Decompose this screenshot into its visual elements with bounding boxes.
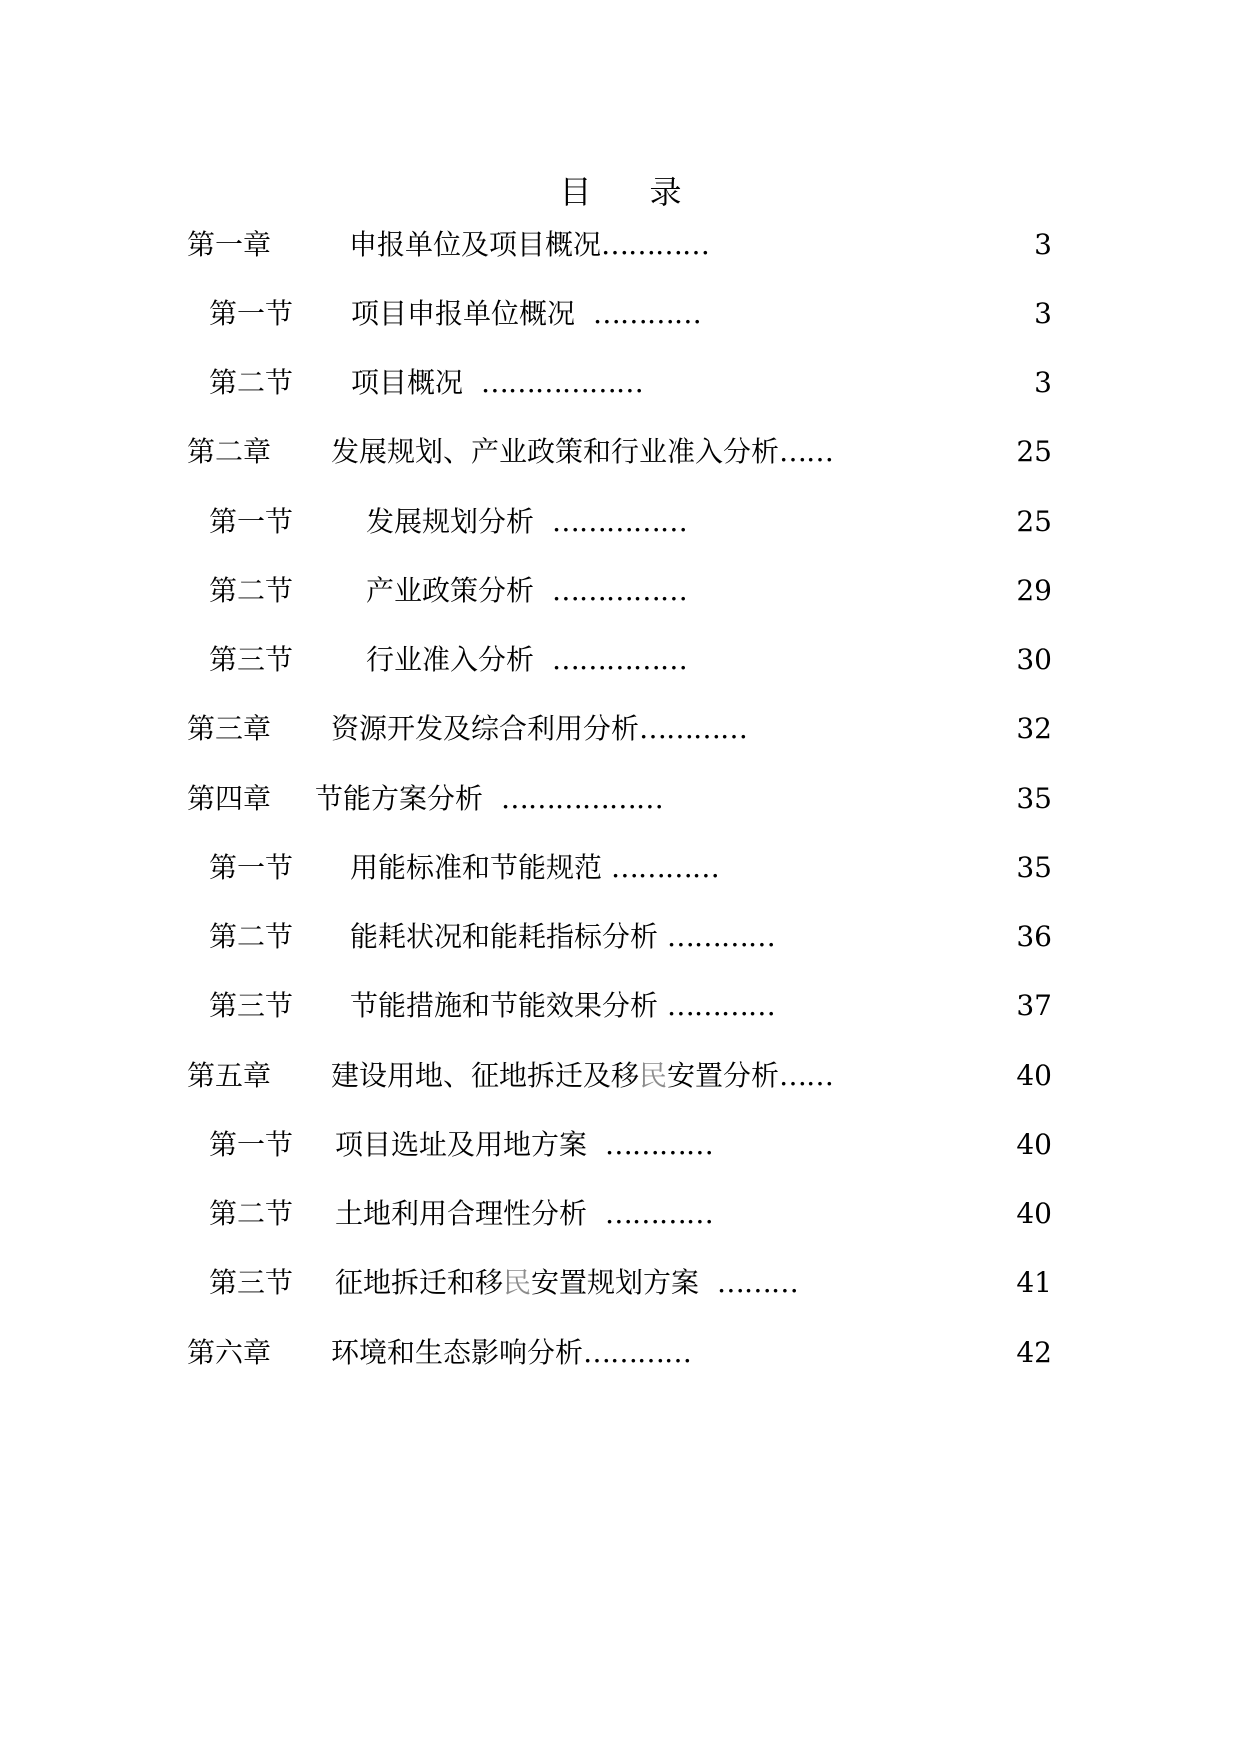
entry-leader-dots: ………… (592, 297, 701, 330)
entry-title (331, 709, 747, 749)
entry-leader-dots: …… (779, 1059, 834, 1092)
entry-title (331, 1056, 833, 1096)
entry-number: 第三节 (209, 1266, 294, 1299)
toc-entry-section[interactable] (0, 502, 1241, 542)
entry-number: 第五章 (187, 1059, 272, 1092)
entry-page-number: 25 (1016, 435, 1052, 468)
entry-title (350, 848, 719, 888)
entry-page-number: 3 (1034, 366, 1052, 399)
entry-page-number: 40 (1016, 1128, 1052, 1161)
toc-entry-chapter-5[interactable] (0, 1056, 1241, 1096)
entry-leader-dots: ………… (601, 228, 710, 261)
entry-page-number: 40 (1016, 1197, 1052, 1230)
toc-entry-section[interactable] (0, 986, 1241, 1026)
entry-leader-dots: ………… (583, 1336, 692, 1369)
entry-leader-dots: ………… (610, 851, 719, 884)
entry-page-number: 32 (1016, 712, 1052, 745)
entry-title (350, 917, 775, 957)
entry-page-number: 42 (1016, 1336, 1052, 1369)
toc-entry-section[interactable] (0, 363, 1241, 403)
toc-entry-section[interactable] (0, 571, 1241, 611)
entry-number: 第一节 (209, 505, 294, 538)
entry-title-text: 用能标准和节能规范 (350, 851, 603, 884)
entry-number: 第一章 (187, 228, 272, 261)
entry-number: 第三节 (209, 643, 294, 676)
entry-title-text: 行业准入分析 (366, 643, 535, 676)
entry-title-grey-char: 民 (503, 1266, 532, 1299)
toc-entry-section[interactable] (0, 1263, 1241, 1303)
entry-title (315, 779, 663, 819)
entry-number: 第六章 (187, 1336, 272, 1369)
toc-title-char-2: 录 (649, 173, 740, 211)
entry-title (331, 1333, 691, 1373)
entry-number: 第一节 (209, 297, 294, 330)
entry-leader-dots: ……… (716, 1266, 798, 1299)
entry-title (335, 1263, 798, 1303)
entry-number: 第一节 (209, 1128, 294, 1161)
toc-entry-chapter-2[interactable] (0, 432, 1241, 472)
entry-title (331, 432, 833, 472)
entry-leader-dots: …………… (551, 505, 687, 538)
entry-page-number: 30 (1016, 643, 1052, 676)
entry-page-number: 25 (1016, 505, 1052, 538)
entry-page-number: 35 (1016, 782, 1052, 815)
toc-title (0, 172, 1241, 212)
entry-leader-dots: ……………… (500, 782, 663, 815)
entry-title-text: 征地拆迁和移 (335, 1266, 504, 1299)
entry-title-text: 节能措施和节能效果分析 (350, 989, 659, 1022)
entry-title-text: 项目概况 (351, 366, 464, 399)
entry-title (351, 294, 701, 334)
entry-number: 第二节 (209, 574, 294, 607)
toc-entry-section[interactable] (0, 917, 1241, 957)
entry-leader-dots: ………… (604, 1128, 713, 1161)
entry-title-text: 土地利用合理性分析 (335, 1197, 588, 1230)
toc-title-char-1: 目 (559, 173, 650, 211)
entry-title-text: 安置规划方案 (531, 1266, 700, 1299)
entry-page-number: 37 (1016, 989, 1052, 1022)
entry-title-grey-char: 民 (639, 1059, 668, 1092)
entry-title-text: 环境和生态影响分析 (331, 1336, 584, 1369)
entry-title (349, 225, 709, 265)
entry-title (366, 502, 687, 542)
toc-entry-chapter-6[interactable] (0, 1333, 1241, 1373)
entry-page-number: 36 (1016, 920, 1052, 953)
entry-leader-dots: ………… (604, 1197, 713, 1230)
entry-title-text: 节能方案分析 (315, 782, 484, 815)
entry-title-text: 建设用地、征地拆迁及移 (331, 1059, 640, 1092)
entry-leader-dots: ……………… (480, 366, 643, 399)
entry-title-text: 项目申报单位概况 (351, 297, 576, 330)
entry-number: 第四章 (187, 782, 272, 815)
entry-title-text: 安置分析 (667, 1059, 780, 1092)
entry-number: 第二节 (209, 920, 294, 953)
entry-leader-dots: ………… (639, 712, 748, 745)
entry-page-number: 40 (1016, 1059, 1052, 1092)
entry-leader-dots: ………… (666, 989, 775, 1022)
entry-title-text: 申报单位及项目概况 (349, 228, 602, 261)
entry-leader-dots: …… (779, 435, 834, 468)
entry-number: 第三章 (187, 712, 272, 745)
entry-title (366, 571, 687, 611)
toc-entry-chapter-1[interactable] (0, 225, 1241, 265)
entry-title (351, 363, 643, 403)
entry-page-number: 29 (1016, 574, 1052, 607)
entry-number: 第三节 (209, 989, 294, 1022)
entry-title-text: 发展规划、产业政策和行业准入分析 (331, 435, 780, 468)
toc-entry-section[interactable] (0, 640, 1241, 680)
toc-entry-section[interactable] (0, 1194, 1241, 1234)
entry-leader-dots: …………… (551, 643, 687, 676)
entry-title-text: 产业政策分析 (366, 574, 535, 607)
entry-number: 第二节 (209, 1197, 294, 1230)
toc-entry-chapter-3[interactable] (0, 709, 1241, 749)
toc-entry-section[interactable] (0, 1125, 1241, 1165)
entry-leader-dots: ………… (666, 920, 775, 953)
entry-page-number: 3 (1034, 297, 1052, 330)
entry-title (366, 640, 687, 680)
entry-page-number: 41 (1016, 1266, 1052, 1299)
entry-leader-dots: …………… (551, 574, 687, 607)
toc-entry-chapter-4[interactable] (0, 779, 1241, 819)
entry-title-text: 发展规划分析 (366, 505, 535, 538)
toc-entry-section[interactable] (0, 294, 1241, 334)
entry-title-text: 项目选址及用地方案 (335, 1128, 588, 1161)
entry-title (350, 986, 775, 1026)
toc-entry-section[interactable] (0, 848, 1241, 888)
entry-title-text: 能耗状况和能耗指标分析 (350, 920, 659, 953)
entry-title-text: 资源开发及综合利用分析 (331, 712, 640, 745)
entry-number: 第二节 (209, 366, 294, 399)
entry-number: 第二章 (187, 435, 272, 468)
entry-page-number: 35 (1016, 851, 1052, 884)
entry-page-number: 3 (1034, 228, 1052, 261)
entry-title (335, 1125, 713, 1165)
entry-title (335, 1194, 713, 1234)
entry-number: 第一节 (209, 851, 294, 884)
